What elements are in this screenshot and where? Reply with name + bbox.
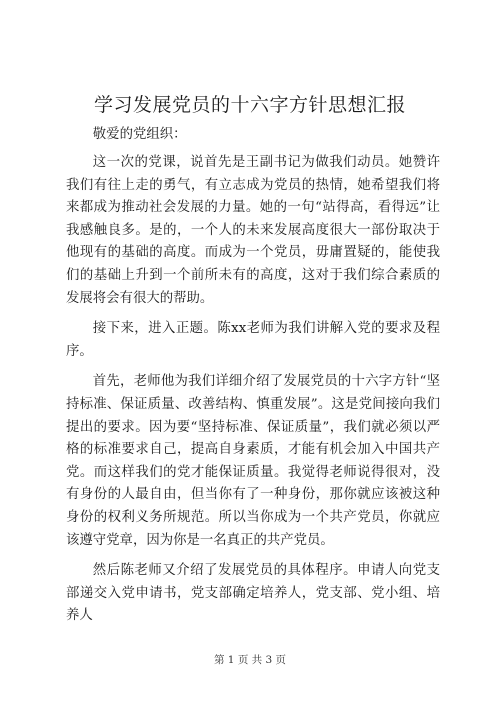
paragraph-2: 接下来，进入正题。陈xx老师为我们讲解入党的要求及程序。 [66, 321, 440, 359]
page-number-footer: 第 1 页 共 3 页 [213, 654, 287, 666]
paragraph-3: 首先，老师他为我们详细介绍了发展党员的十六字方针“坚持标准、保证质量、改善结构、慎重发展”。这是党间接向我们提出的要求。因为要“坚持标准、保证质量”，我们就必须以严格的标准要求自己，提高自身素质，才能有机会加入中国共产党。而这样我们的党才能保证质量。我觉得老师说得很对，没有身份的人最自由，但当你有了一种身份，那你就应该被这种身份的权利义务所规范。所以当你成为一个共产党员，你就应该遵守党章，因为你是一名真正的共产党员。 [66, 374, 440, 548]
greeting: 敬爱的党组织： [92, 127, 187, 142]
document-body [66, 124, 440, 636]
paragraph-4: 然后陈老师又介绍了发展党员的具体程序。申请人向党支部递交入党申请书，党支部确定培养人，党支部、党小组、培养人 [66, 563, 440, 624]
paragraph-1: 这一次的党课，说首先是王副书记为做我们动员。她赞许我们有往上走的勇气，有立志成为党员的热情，她希望我们将来都成为推动社会发展的力量。她的一句“站得高，看得远”让我感触良多。是的，一个人的未来发展高度很大一部份取决于他现有的基础的高度。而成为一个党员，毋庸置疑的，能使我们的基础上升到一个前所未有的高度，这对于我们综合素质的发展将会有很大的帮助。 [66, 155, 440, 306]
document-title: 学习发展党员的十六字方针思想汇报 [93, 94, 406, 116]
